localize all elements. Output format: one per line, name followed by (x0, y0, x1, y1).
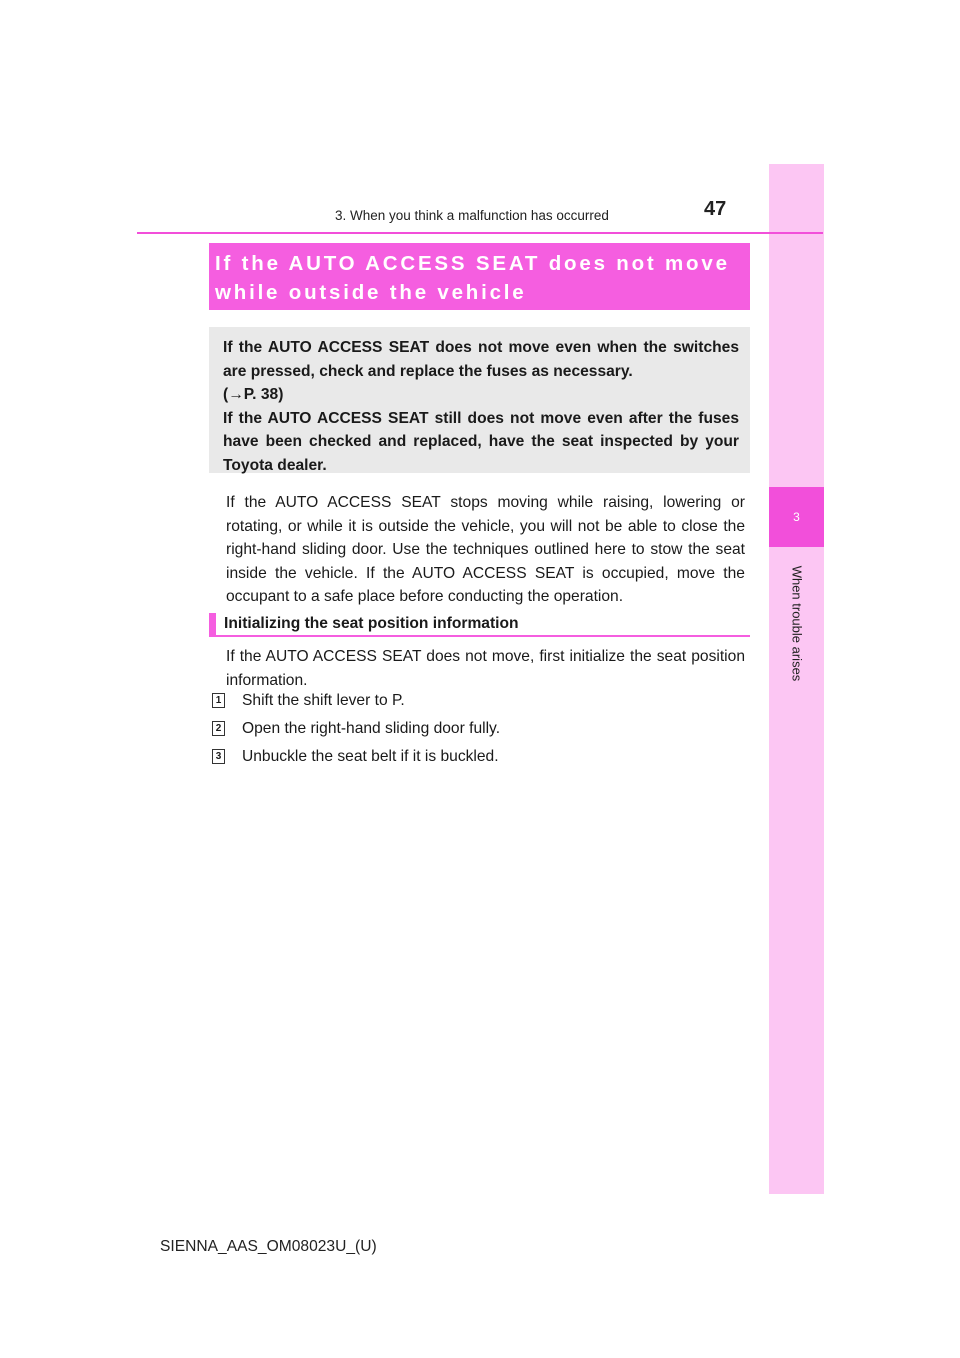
page-number: 47 (704, 198, 727, 220)
section-title-banner (209, 243, 750, 310)
step-number-badge: 1 (212, 693, 225, 708)
step-text: Unbuckle the seat belt if it is buckled. (242, 748, 499, 765)
header-rule (137, 232, 823, 234)
summary-text-1: If the AUTO ACCESS SEAT does not move even when the switches are pressed, check and replace the fuses as necessary. (223, 339, 739, 380)
summary-paragraph-1: If the AUTO ACCESS SEAT does not move even when the switches are pressed, check and replace the fuses as necessary. (→P. 38) (223, 339, 739, 403)
chapter-label: When trouble arises (789, 565, 804, 681)
document-code: SIENNA_AAS_OM08023U_(U) (160, 1238, 377, 1255)
step-text: Shift the shift lever to P. (242, 692, 405, 709)
reference-arrow-icon: → (228, 386, 244, 403)
summary-box (209, 327, 750, 473)
chapter-number: 3 (793, 510, 800, 524)
step-number-badge: 3 (212, 749, 225, 764)
chapter-number-tab (769, 487, 824, 547)
body-paragraph: If the AUTO ACCESS SEAT stops moving while raising, lowering or rotating, or while it is outside the vehicle, you will not be able to close the right-hand sliding door. Use the techniques outlined here to stow the seat inside the vehicle. If the AUTO ACCESS SEAT is occupied, move the occupant to a safe place before conducting the operation. (226, 494, 745, 605)
section-title-line-2: while outside the vehicle (215, 281, 527, 304)
step-text: Open the right-hand sliding door fully. (242, 720, 501, 737)
page-reference-link[interactable]: P. 38 (243, 386, 279, 403)
section-header: 3. When you think a malfunction has occurred (335, 208, 609, 223)
summary-paragraph-2: If the AUTO ACCESS SEAT still does not move even after the fuses have been checked and replaced, have the seat inspected by your Toyota dealer. (223, 409, 739, 474)
subsection-heading: Initializing the seat position information (209, 613, 750, 637)
chapter-label-tab (769, 548, 824, 698)
step-number-badge: 2 (212, 721, 225, 736)
subsection-intro: If the AUTO ACCESS SEAT does not move, first initialize the seat position information. (226, 648, 745, 689)
section-title-line-1: If the AUTO ACCESS SEAT does not move (215, 252, 730, 275)
